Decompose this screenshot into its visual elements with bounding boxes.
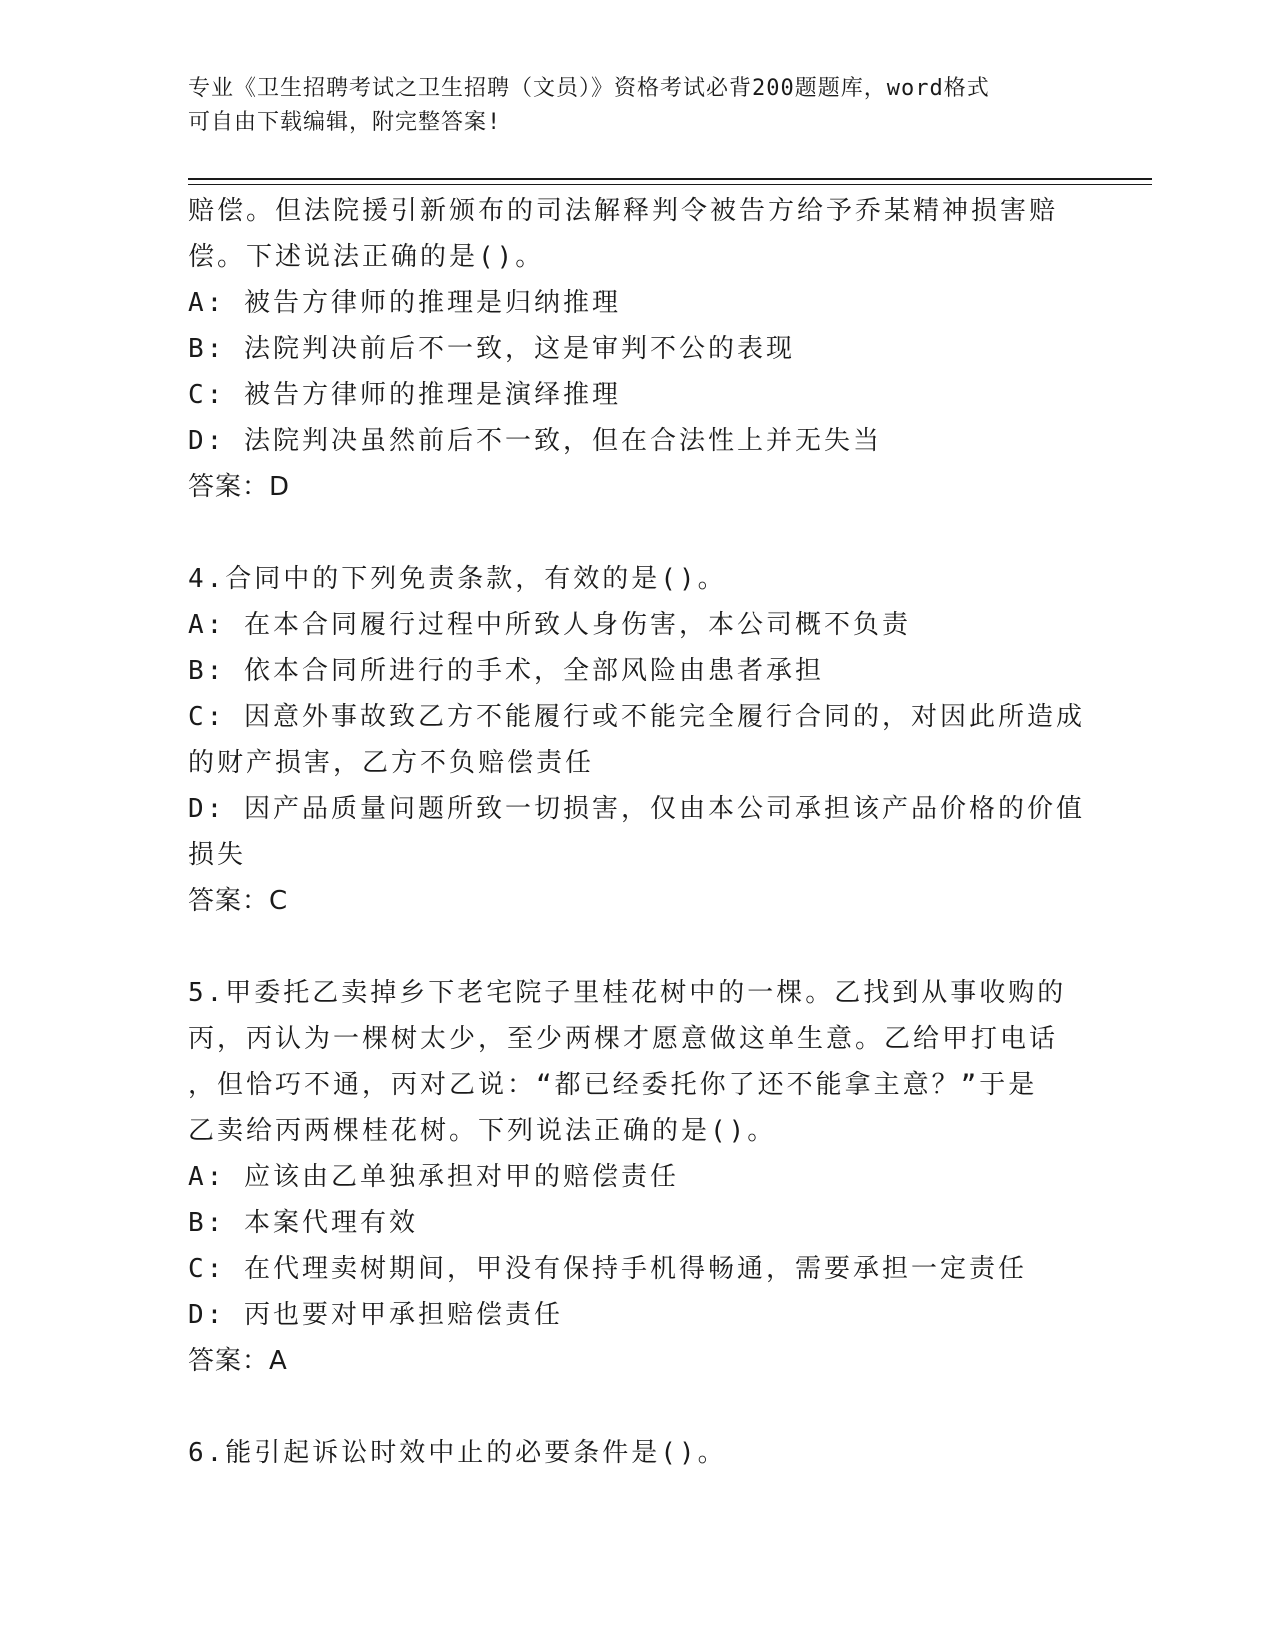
header-title-line-2: 可自由下载编辑，附完整答案! [188, 110, 502, 135]
question-4 [188, 556, 1088, 924]
option-c-line: 的财产损害，乙方不负赔偿责任 [188, 748, 595, 778]
question-stem-line: 乙卖给丙两棵桂花树。下列说法正确的是()。 [188, 1116, 777, 1146]
answer-line: 答案：D [188, 472, 291, 502]
answer-line: 答案：C [188, 886, 289, 916]
document-header [188, 72, 1068, 140]
option-d-line: 损失 [188, 840, 247, 870]
option-a: A: 应该由乙单独承担对甲的赔偿责任 [188, 1162, 679, 1192]
question-stem-line: 偿。下述说法正确的是()。 [188, 242, 545, 272]
question-stem-line: ，但恰巧不通，丙对乙说：“都已经委托你了还不能拿主意？”于是 [188, 1070, 1038, 1100]
question-stem: 4.合同中的下列免责条款，有效的是()。 [188, 564, 727, 594]
question-content [188, 188, 1088, 1476]
answer-line: 答案：A [188, 1346, 288, 1376]
option-d: D: 法院判决虽然前后不一致，但在合法性上并无失当 [188, 426, 882, 456]
question-3 [188, 188, 1088, 510]
question-5 [188, 970, 1088, 1384]
question-spacer [188, 510, 1088, 556]
option-a: A: 被告方律师的推理是归纳推理 [188, 288, 621, 318]
header-divider-thick [188, 178, 1152, 180]
question-spacer [188, 924, 1088, 970]
header-title-line-1: 专业《卫生招聘考试之卫生招聘（文员）》资格考试必背200题题库，word格式 [188, 76, 990, 101]
option-c: C: 在代理卖树期间，甲没有保持手机得畅通，需要承担一定责任 [188, 1254, 1027, 1284]
question-stem-line: 赔偿。但法院援引新颁布的司法解释判令被告方给予乔某精神损害赔 [188, 196, 1059, 226]
option-c-line: C: 因意外事故致乙方不能履行或不能完全履行合同的，对因此所造成 [188, 702, 1085, 732]
question-stem: 6.能引起诉讼时效中止的必要条件是()。 [188, 1438, 727, 1468]
question-stem-line: 丙，丙认为一棵树太少，至少两棵才愿意做这单生意。乙给甲打电话 [188, 1024, 1059, 1054]
question-6 [188, 1430, 1088, 1476]
option-b: B: 依本合同所进行的手术，全部风险由患者承担 [188, 656, 824, 686]
option-d-line: D: 因产品质量问题所致一切损害，仅由本公司承担该产品价格的价值 [188, 794, 1085, 824]
option-a: A: 在本合同履行过程中所致人身伤害，本公司概不负责 [188, 610, 911, 640]
question-stem-line: 5.甲委托乙卖掉乡下老宅院子里桂花树中的一棵。乙找到从事收购的 [188, 978, 1067, 1008]
header-divider-thin [188, 184, 1152, 185]
question-spacer [188, 1384, 1088, 1430]
option-d: D: 丙也要对甲承担赔偿责任 [188, 1300, 563, 1330]
option-b: B: 法院判决前后不一致，这是审判不公的表现 [188, 334, 795, 364]
option-b: B: 本案代理有效 [188, 1208, 418, 1238]
option-c: C: 被告方律师的推理是演绎推理 [188, 380, 621, 410]
